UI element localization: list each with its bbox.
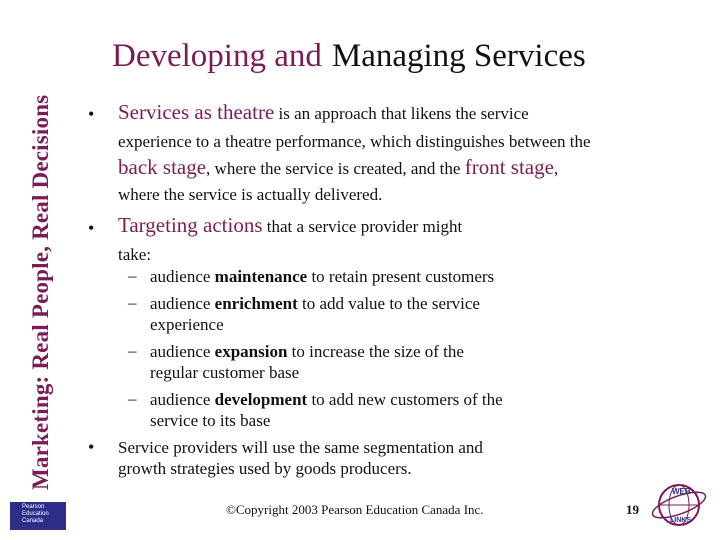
svg-text:WEB: WEB (672, 487, 691, 496)
subitem-dash: – (128, 389, 137, 408)
page-number: 19 (626, 502, 639, 517)
subitem-dash: – (128, 341, 137, 360)
bullet-dot: • (88, 104, 95, 124)
bullet1-line3-mid: , where the service is created, and the (206, 159, 465, 178)
bullet3-line1: Service providers will use the same segmentation and (118, 438, 483, 457)
svg-text:LINKS: LINKS (670, 517, 691, 524)
web-links-globe-icon (650, 480, 708, 530)
bullet-dot: • (88, 437, 95, 457)
subitem-dash: – (128, 266, 137, 285)
bullet-dot: • (88, 218, 95, 238)
subitem-3-bold: expansion (214, 342, 288, 361)
bullet1-line3 (118, 157, 558, 179)
slide-title (112, 36, 586, 76)
subitem-1: audience maintenance to retain present customers (150, 267, 495, 286)
subitem-2-bold: enrichment (214, 294, 298, 313)
sidebar-vertical-title: Marketing: Real People, Real Decisions (28, 94, 53, 490)
bullet2-keyword: Targeting actions (118, 213, 263, 237)
bullet3-line2: growth strategies used by goods producers. (118, 459, 412, 478)
bullet1-line3-end: , (553, 159, 559, 178)
bullet2-line1 (118, 215, 462, 237)
bullet2-line1-rest: that a service provider might (262, 217, 463, 236)
bullet1-line4: where the service is actually delivered. (118, 185, 383, 204)
subitem-3-cont: regular customer base (150, 363, 300, 382)
publisher-logo (10, 502, 66, 530)
slide-title-part2: Managing Services (331, 38, 586, 74)
subitem-2: audience enrichment to add value to the service (150, 294, 480, 313)
publisher-logo-text: Pearson (22, 504, 45, 510)
subitem-4-cont: service to its base (150, 411, 271, 430)
subitem-4: audience development to add new customers of the (150, 390, 503, 409)
bullet1-keyword3: front stage (464, 155, 554, 179)
bullet1-keyword2: back stage (118, 155, 207, 179)
subitem-1-bold: maintenance (214, 267, 308, 286)
publisher-logo-text: Education (22, 511, 49, 517)
bullet1-line1-rest: is an approach that likens the service (274, 104, 529, 123)
subitem-4-bold: development (214, 390, 308, 409)
bullet1-line1 (118, 102, 529, 124)
bullet2-line2: take: (118, 245, 152, 264)
subitem-2-cont: experience (150, 315, 224, 334)
slide-title-part1: Developing and (112, 38, 322, 74)
subitem-dash: – (128, 293, 137, 312)
bullet1-line2: experience to a theatre performance, which distinguishes between the (118, 132, 591, 151)
subitem-3: audience expansion to increase the size of the (150, 342, 464, 361)
bullet1-keyword: Services as theatre (118, 100, 275, 124)
footer-copyright: ©Copyright 2003 Pearson Education Canada Inc. (226, 502, 484, 517)
publisher-logo-text: Canada (22, 518, 44, 524)
